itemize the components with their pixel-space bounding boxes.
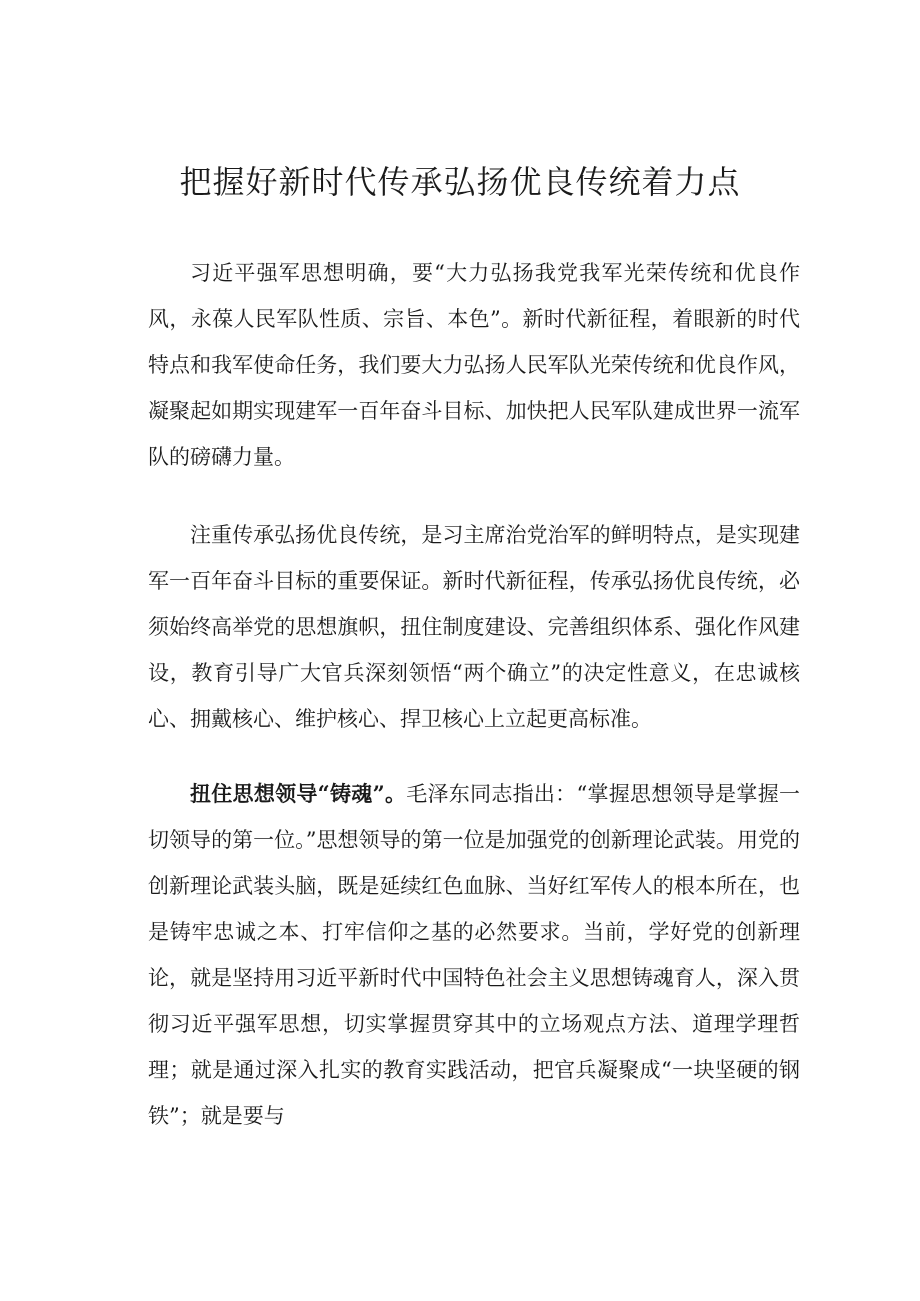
paragraph-text: 毛泽东同志指出：“掌握思想领导是掌握一切领导的第一位。”思想领导的第一位是加强党的创新理论武装。用党的创新理论武装头脑，既是延续红色血脉、当好红军传人的根本所在，也是铸牢忠诚之本、打牢信仰之基的必然要求。当前，学好党的创新理论，就是坚持用习近平新时代中国特色社会主义思想铸魂育人，深入贯彻习近平强军思想，切实掌握贯穿其中的立场观点方法、道理学理哲理；就是通过深入扎实的教育实践活动，把官兵凝聚成“一块坚硬的钢铁”；就是要与 <box>148 782 800 1128</box>
paragraph-lead-heading: 扭住思想领导“铸魂”。 <box>190 781 407 806</box>
paragraph-text: 注重传承弘扬优良传统，是习主席治党治军的鲜明特点，是实现建军一百年奋斗目标的重要保证。新时代新征程，传承弘扬优良传统，必须始终高举党的思想旗帜，扭住制度建设、完善组织体系、强化作风建设，教育引导广大官兵深刻领悟“两个确立”的决定性意义，在忠诚核心、拥戴核心、维护核心、捍卫核心上立起更高标准。 <box>148 523 800 731</box>
document-title: 把握好新时代传承弘扬优良传统着力点 <box>179 163 741 201</box>
paragraph-tradition <box>148 512 800 742</box>
paragraph-intro <box>148 250 800 480</box>
paragraph-ideological-leadership <box>148 771 800 1139</box>
paragraph-text: 习近平强军思想明确，要“大力弘扬我党我军光荣传统和优良作风，永葆人民军队性质、宗旨、本色”。新时代新征程，着眼新的时代特点和我军使命任务，我们要大力弘扬人民军队光荣传统和优良作风，凝聚起如期实现建军一百年奋斗目标、加快把人民军队建成世界一流军队的磅礴力量。 <box>148 261 800 469</box>
